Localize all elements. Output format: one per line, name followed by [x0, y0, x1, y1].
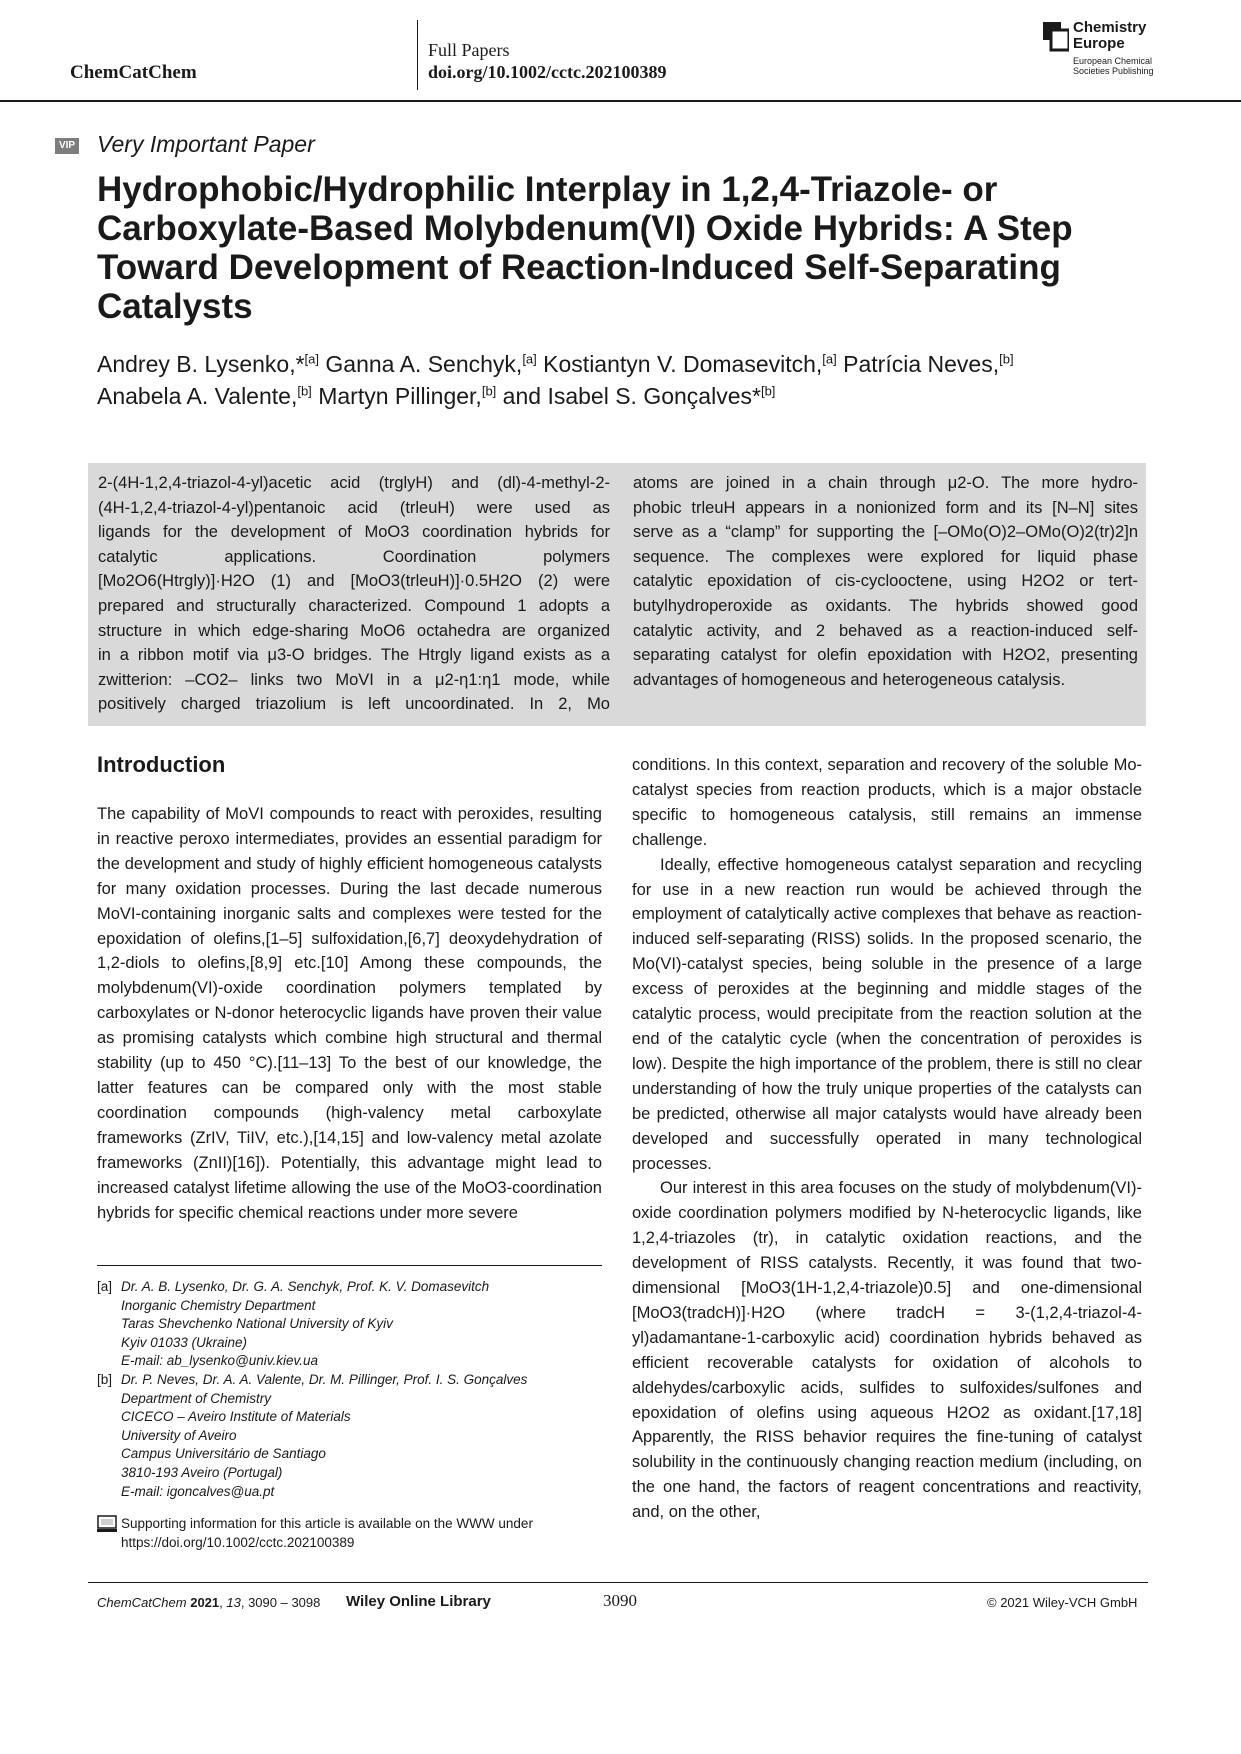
article-doi[interactable]: doi.org/10.1002/cctc.202100389	[428, 62, 667, 82]
copyright: © 2021 Wiley-VCH GmbH	[987, 1595, 1138, 1610]
abstract-line: serve as a “clamp” for supporting the [–OMo(O)2–OMo(O)2(tr)2]n	[633, 523, 1138, 542]
abstract-line: sequence. The complexes were explored for liquid phase	[633, 547, 1138, 566]
section-heading-introduction: Introduction	[97, 752, 226, 777]
title-line: Carboxylate-Based Molybdenum(VI) Oxide Hybrids: A Step	[97, 209, 1073, 248]
affiliation-mark: [a]	[522, 351, 537, 367]
abstract-box	[88, 463, 1146, 726]
supporting-info-note	[97, 1515, 607, 1552]
abstract-line: catalytic epoxidation of cis-cyclooctene, using H2O2 or tert-	[633, 572, 1138, 591]
footnote-line: Kyiv 01033 (Ukraine)	[121, 1334, 248, 1350]
footer-rule	[88, 1582, 1148, 1583]
abstract-line: catalytic activity, and 2 behaved as a reaction-induced self-	[633, 621, 1138, 640]
publisher-name-2: Europe	[1073, 35, 1125, 52]
footnote-email[interactable]: E-mail: igoncalves@ua.pt	[121, 1483, 275, 1499]
article-section: Full Papers	[428, 40, 510, 60]
abstract-line: atoms are joined in a chain through μ2-O. The more hydro-	[633, 474, 1138, 492]
abstract-line: ligands for the development of MoO3 coordination hybrids for	[98, 523, 610, 542]
affiliation-mark: [a]	[304, 351, 320, 367]
affiliation-mark: [b]	[297, 383, 312, 399]
footnote-line: 3810-193 Aveiro (Portugal)	[121, 1464, 283, 1480]
wiley-online-library-link[interactable]: Wiley Online Library	[346, 1593, 491, 1610]
vip-label: Very Important Paper	[97, 131, 315, 157]
footnote-line: University of Aveiro	[121, 1427, 237, 1443]
footnote-line: Campus Universitário de Santiago	[121, 1446, 326, 1462]
intro-paragraph: Our interest in this area focuses on the study of molybdenum(VI)-oxide coordination polymers modified by N-heterocyclic ligands, like 1,2,4-triazoles (tr), in catalytic oxidation reactions, and the development of RISS catalysts. Recently, it was found that two-dimensional [MoO3(1H-1,2,4-triazole)0.5] and one-dimensional [MoO3(tradcH)]·H2O (where tradcH = 3-(1,2,4-triazol-4-yl)adamantane-1-carboxylic acid) coordination hybrids behaved as efficient recoverable catalysts for oxidation of alcohols to aldehydes/carboxylic acids, sulfides to sulfoxides/sulfones and epoxidation of olefins using aqueous H2O2 as oxidant.[17,18] Apparently, the RISS behavior requires the fine-tuning of catalyst solubility in the continuously changing reaction medium (including, on the one hand, the factors of reagent concentrations and reactivity, and, on the other,	[632, 1179, 1142, 1522]
author[interactable]: Ganna A. Senchyk,	[319, 351, 523, 377]
abstract-line: separating catalyst for olefin epoxidation with H2O2, presenting	[633, 646, 1138, 665]
footnote-email[interactable]: E-mail: ab_lysenko@univ.kiev.ua	[121, 1353, 319, 1369]
paper-title	[97, 170, 1177, 326]
author[interactable]: Andrey B. Lysenko,*	[97, 351, 305, 377]
author[interactable]: Patrícia Neves,	[836, 351, 1000, 377]
author[interactable]: Anabela A. Valente,	[97, 383, 298, 409]
abstract-left-column	[98, 471, 610, 717]
footnote-line: Dr. P. Neves, Dr. A. A. Valente, Dr. M. Pillinger, Prof. I. S. Gonçalves	[121, 1371, 528, 1387]
header-rule	[0, 100, 1241, 102]
abstract-line: prepared and structurally characterized. Compound 1 adopts a	[98, 596, 610, 615]
author[interactable]: Martyn Pillinger,	[311, 383, 482, 409]
publisher-logo	[1043, 20, 1169, 82]
title-line: Hydrophobic/Hydrophilic Interplay in 1,2,4-Triazole- or	[97, 170, 998, 209]
page-number: 3090	[603, 1591, 637, 1610]
affiliation-mark: [b]	[760, 383, 776, 399]
abstract-line: positively charged triazolium is left uncoordinated. In 2, Mo	[98, 695, 610, 714]
footnote-line: Department of Chemistry	[121, 1390, 272, 1406]
abstract-line: 2-(4H-1,2,4-triazol-4-yl)acetic acid (trglyH) and (dl)-4-methyl-2-	[98, 474, 610, 492]
abstract-right-column	[633, 471, 1138, 692]
header-divider	[417, 20, 418, 90]
footer-year: 2021	[190, 1595, 220, 1610]
intro-paragraph: The capability of MoVI compounds to react with peroxides, resulting in reactive peroxo intermediates, provides an essential paradigm for the development and study of highly efficient homogeneous catalysts for many oxidation processes. During the last decade numerous MoVI-containing inorganic salts and complexes were tested for the epoxidation of olefins,[1–5] sulfoxidation,[6,7] deoxydehydration of 1,2-diols to olefins,[8,9] etc.[10] Among these compounds, the molybdenum(VI)-oxide coordination polymers templated by carboxylates or N-donor heterocyclic ligands have proven their value as promising catalysts which combine high structural and thermal stability (up to 450 °C).[11–13] To the best of our knowledge, the latter features can be compared only with the most stable coordination compounds (high-valency metal carboxylate frameworks (ZrIV, TiIV, etc.),[14,15] and low-valency metal azolate frameworks (ZnII)[16]). Potentially, this advantage might lead to increased catalyst lifetime allowing the use of the MoO3-coordination hybrids for specific chemical reactions under more severe	[97, 805, 602, 1222]
computer-icon	[97, 1515, 121, 1552]
footnote-line: Taras Shevchenko National University of Kyiv	[121, 1316, 393, 1332]
affiliation-mark: [a]	[822, 351, 837, 367]
publisher-sub-1: European Chemical	[1073, 56, 1153, 66]
abstract-line: butylhydroperoxide as oxidants. The hybrids showed good	[633, 596, 1138, 615]
supporting-info-link[interactable]: https://doi.org/10.1002/cctc.202100389	[121, 1534, 355, 1550]
footnote-b	[97, 1371, 607, 1501]
publisher-name-1: Chemistry	[1073, 19, 1147, 36]
body-right-column	[632, 753, 1142, 1525]
affiliation-mark: [b]	[481, 383, 497, 399]
abstract-line: (4H-1,2,4-triazol-4-yl)pentanoic acid (trleuH) were used as	[98, 498, 610, 517]
supporting-info-text: Supporting information for this article is available on the WWW under	[121, 1516, 533, 1531]
abstract-line: in a ribbon motif via μ3-O bridges. The Htrgly ligand exists as a	[98, 646, 610, 665]
abstract-line: advantages of homogeneous and heterogeneous catalysis.	[633, 670, 1066, 689]
journal-name: ChemCatChem	[70, 62, 197, 83]
footnote-line: Inorganic Chemistry Department	[121, 1297, 316, 1313]
author[interactable]: and Isabel S. Gonçalves*	[496, 383, 761, 409]
intro-paragraph: conditions. In this context, separation and recovery of the soluble Mo-catalyst species from reaction products, which is a major obstacle specific to homogeneous catalysis, still remains an immense challenge.	[632, 756, 1142, 849]
footnote-line: CICECO – Aveiro Institute of Materials	[121, 1409, 351, 1425]
footer-journal: ChemCatChem	[97, 1595, 187, 1610]
footnote-a	[97, 1278, 607, 1371]
title-line: Catalysts	[97, 287, 253, 326]
intro-paragraph: Ideally, effective homogeneous catalyst separation and recycling for use in a new reaction run would be achieved through the employment of catalytically active complexes that behave as reaction-induced self-separating (RISS) solids. In the proposed scenario, the Mo(VI)-catalyst species, being soluble in the presence of a large excess of peroxides at the beginning and middle stages of the catalytic process, would precipitate from the reaction solution at the end of the catalytic cycle (when the concentration of peroxides is low). Despite the high importance of the problem, there is still no clear understanding of how the truly unique properties of the catalysts can be predicted, otherwise all major catalysts would have already been developed and successfully operated in many technological processes.	[632, 855, 1142, 1173]
affiliation-mark: [b]	[999, 351, 1014, 367]
footer-volume: 13	[226, 1595, 241, 1610]
footnote-tag: [b]	[97, 1371, 113, 1387]
abstract-line: zwitterion: –CO2– links two MoVI in a μ2-η1:η1 mode, while	[98, 670, 610, 689]
author[interactable]: Kostiantyn V. Domasevitch,	[536, 351, 823, 377]
abstract-line: catalytic applications. Coordination polymers	[98, 547, 610, 566]
abstract-line: structure in which edge-sharing MoO6 octahedra are organized	[98, 621, 610, 640]
title-line: Toward Development of Reaction-Induced Self-Separating	[97, 248, 1061, 287]
abstract-line: [Mo2O6(Htrgly)]·H2O (1) and [MoO3(trleuH)]·0.5H2O (2) were	[98, 572, 610, 591]
footer-citation: ChemCatChem 2021, 13, 3090 – 3098	[97, 1595, 321, 1610]
abstract-line: phobic trleuH appears in a nonionized form and its [N–N] sites	[633, 498, 1138, 517]
vip-badge: VIP	[55, 138, 79, 154]
footnote-rule	[97, 1265, 602, 1266]
affiliation-footnotes	[97, 1278, 607, 1501]
publisher-sub-2: Societies Publishing	[1073, 66, 1154, 76]
footer-pages: , 3090 – 3098	[240, 1595, 321, 1610]
chemistry-europe-icon	[1043, 22, 1069, 52]
footnote-tag: [a]	[97, 1279, 113, 1294]
footnote-line: Dr. A. B. Lysenko, Dr. G. A. Senchyk, Prof. K. V. Domasevitch	[121, 1279, 490, 1294]
body-left-column	[97, 802, 602, 1225]
author-list	[97, 348, 1197, 412]
